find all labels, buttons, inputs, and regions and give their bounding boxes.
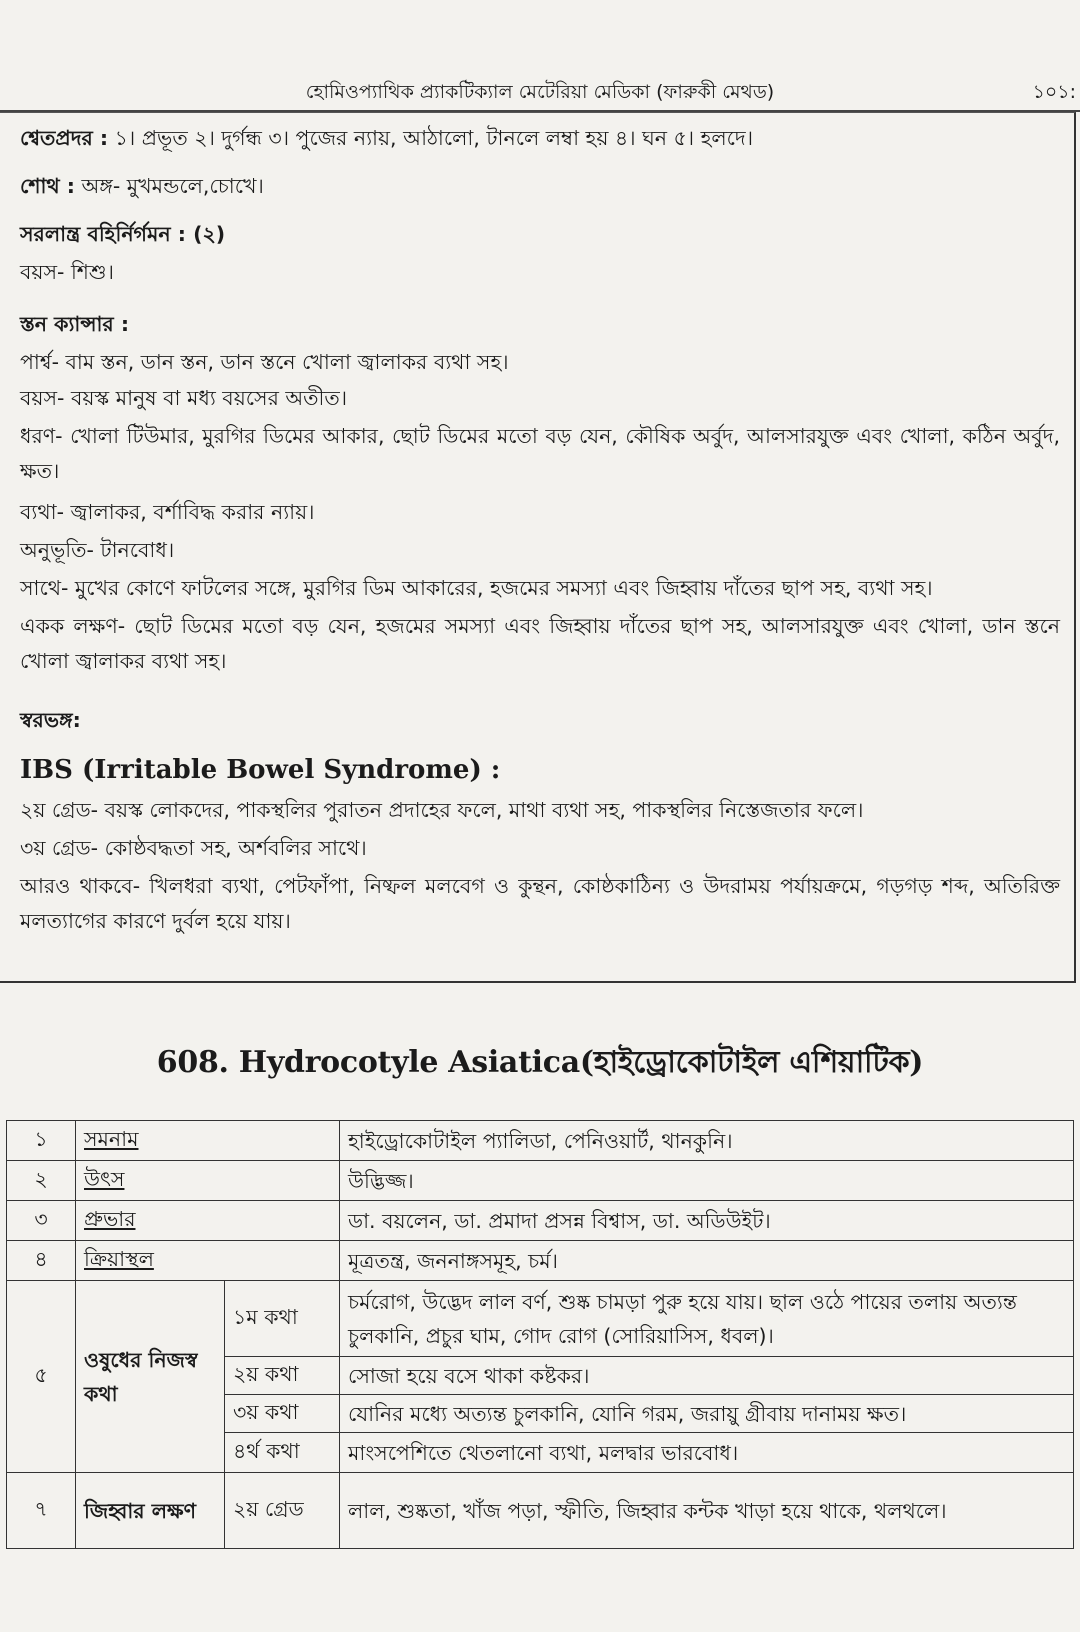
row-number: ১ bbox=[7, 1121, 76, 1161]
row-number: ৫ bbox=[7, 1281, 76, 1473]
breast-cancer-pain: ব্যথা- জ্বালাকর, বর্শাবিদ্ধ করার ন্যায়। bbox=[20, 500, 315, 524]
own-word-text: চর্মরোগ, উদ্ভেদ লাল বর্ণ, শুষ্ক চামড়া পুরু হয়ে যায়। ছাল ওঠে পায়ের তলায় অত্যন্ত চুলকানি, প্রচুর ঘাম, গোদ রোগ (সোরিয়াসিস, ধবল)। bbox=[340, 1281, 1074, 1357]
remedy-heading: 608. Hydrocotyle Asiatica(হাইড্রোকোটাইল এশিয়াটিক) bbox=[156, 1045, 924, 1080]
page-number: ১০১: bbox=[1032, 81, 1076, 103]
tongue-text: লাল, শুষ্কতা, খাঁজ পড়া, স্ফীতি, জিহ্বার কন্টক খাড়া হয়ে থাকে, থলথলে। bbox=[340, 1473, 1074, 1549]
breast-cancer-label: স্তন ক্যান্সার : bbox=[20, 312, 130, 336]
breast-cancer-single: একক লক্ষণ- ছোট ডিমের মতো বড় যেন, হজমের সমস্যা এবং জিহ্বায় দাঁতের ছাপ সহ, আলসারযুক্ত এবং খোলা, ডান স্তনে খোলা জ্বালাকর ব্যথা সহ। bbox=[20, 614, 1060, 673]
own-word-sub: ২য় কথা bbox=[225, 1357, 340, 1395]
running-header bbox=[0, 70, 1080, 112]
prover-label: প্রুভার bbox=[84, 1206, 136, 1231]
table-row bbox=[7, 1281, 1074, 1357]
edema-line bbox=[20, 169, 264, 203]
row-heading bbox=[76, 1161, 340, 1201]
site-label: ক্রিয়াস্থল bbox=[84, 1246, 154, 1271]
leucorrhea-label: শ্বেতপ্রদর : bbox=[20, 126, 109, 150]
ibs-grade3: ৩য় গ্রেড- কোষ্ঠবদ্ধতা সহ, অর্শবলির সাথে। bbox=[20, 836, 367, 860]
edema-label: শোথ : bbox=[20, 174, 76, 198]
breast-cancer-with: সাথে- মুখের কোণে ফাটলের সঙ্গে, মুরগির ডিম আকারের, হজমের সমস্যা এবং জিহ্বায় দাঁতের ছাপ সহ, ব্যথা সহ। bbox=[20, 576, 933, 600]
table-row bbox=[7, 1473, 1074, 1549]
breast-cancer-type: ধরণ- খোলা টিউমার, মুরগির ডিমের আকার, ছোট ডিমের মতো বড় যেন, কৌষিক অর্বুদ, আলসারযুক্ত এবং খোলা, কঠিন অর্বুদ, ক্ষত। bbox=[20, 424, 1060, 483]
source-text: উদ্ভিজ্জ। bbox=[340, 1161, 1074, 1201]
row-number: ২ bbox=[7, 1161, 76, 1201]
row-number: ৪ bbox=[7, 1241, 76, 1281]
source-label: উৎস bbox=[84, 1166, 125, 1191]
previous-entry-section bbox=[0, 112, 1076, 983]
hoarseness-label: স্বরভঙ্গ: bbox=[20, 708, 81, 732]
own-words-label: ওষুধের নিজস্ব কথা bbox=[76, 1281, 225, 1473]
prolapse-label: সরলান্ত্র বহির্নির্গমন : (২) bbox=[20, 222, 226, 246]
table-row bbox=[7, 1121, 1074, 1161]
own-word-sub: ১ম কথা bbox=[225, 1281, 340, 1357]
prolapse-age: বয়স- শিশু। bbox=[20, 260, 114, 284]
own-word-sub: ৩য় কথা bbox=[225, 1395, 340, 1433]
row-heading bbox=[76, 1121, 340, 1161]
leucorrhea-text: ১। প্রভূত ২। দুর্গন্ধ ৩। পুজের ন্যায়, আঠালো, টানলে লম্বা হয় ৪। ঘন ৫। হলদে। bbox=[108, 126, 754, 150]
row-heading bbox=[76, 1241, 340, 1281]
site-text: মূত্রতন্ত্র, জননাঙ্গসমূহ, চর্ম। bbox=[340, 1241, 1074, 1281]
own-word-text: যোনির মধ্যে অত্যন্ত চুলকানি, যোনি গরম, জরায়ু গ্রীবায় দানাময় ক্ষত। bbox=[340, 1395, 1074, 1433]
own-word-sub: ৪র্থ কথা bbox=[225, 1433, 340, 1473]
tongue-label: জিহ্বার লক্ষণ bbox=[76, 1473, 225, 1549]
row-number: ৭ bbox=[7, 1473, 76, 1549]
prover-text: ডা. বয়লেন, ডা. প্রমাদা প্রসন্ন বিশ্বাস, ডা. অডিউইট। bbox=[340, 1201, 1074, 1241]
table-row bbox=[7, 1241, 1074, 1281]
ibs-grade2: ২য় গ্রেড- বয়স্ক লোকদের, পাকস্থলির পুরাতন প্রদাহের ফলে, মাথা ব্যথা সহ, পাকস্থলির নিস্তেজতার ফলে। bbox=[20, 798, 864, 822]
row-heading bbox=[76, 1201, 340, 1241]
synonym-text: হাইড্রোকোটাইল প্যালিডা, পেনিওয়ার্ট, থানকুনি। bbox=[340, 1121, 1074, 1161]
breast-cancer-side: পার্শ্ব- বাম স্তন, ডান স্তন, ডান স্তনে খোলা জ্বালাকর ব্যথা সহ। bbox=[20, 350, 509, 374]
table-row bbox=[7, 1161, 1074, 1201]
own-word-text: সোজা হয়ে বসে থাকা কষ্টকর। bbox=[340, 1357, 1074, 1395]
table-row bbox=[7, 1201, 1074, 1241]
breast-cancer-age: বয়স- বয়স্ক মানুষ বা মধ্য বয়সের অতীত। bbox=[20, 386, 348, 410]
running-title: হোমিওপ্যাথিক প্র্যাকটিক্যাল মেটেরিয়া মেডিকা (ফারুকী মেথড) bbox=[305, 81, 775, 103]
remedy-info-table bbox=[6, 1120, 1074, 1549]
own-word-text: মাংসপেশিতে থেতলানো ব্যথা, মলদ্বার ভারবোধ। bbox=[340, 1433, 1074, 1473]
breast-cancer-sensation: অনুভূতি- টানবোধ। bbox=[20, 538, 175, 562]
ibs-heading: IBS (Irritable Bowel Syndrome) : bbox=[20, 755, 501, 785]
ibs-also: আরও থাকবে- খিলধরা ব্যথা, পেটফাঁপা, নিষ্ফল মলবেগ ও কুন্থন, কোষ্ঠকাঠিন্য ও উদরাময় পর্যায়ক্রমে, গড়গড় শব্দ, অতিরিক্ত মলত্যাগের কারণে দুর্বল হয়ে যায়। bbox=[20, 874, 1060, 933]
tongue-grade: ২য় গ্রেড bbox=[225, 1473, 340, 1549]
row-number: ৩ bbox=[7, 1201, 76, 1241]
synonym-label: সমনাম bbox=[84, 1126, 139, 1151]
leucorrhea-line bbox=[20, 121, 753, 155]
edema-text: অঙ্গ- মুখমন্ডলে,চোখে। bbox=[75, 174, 264, 198]
